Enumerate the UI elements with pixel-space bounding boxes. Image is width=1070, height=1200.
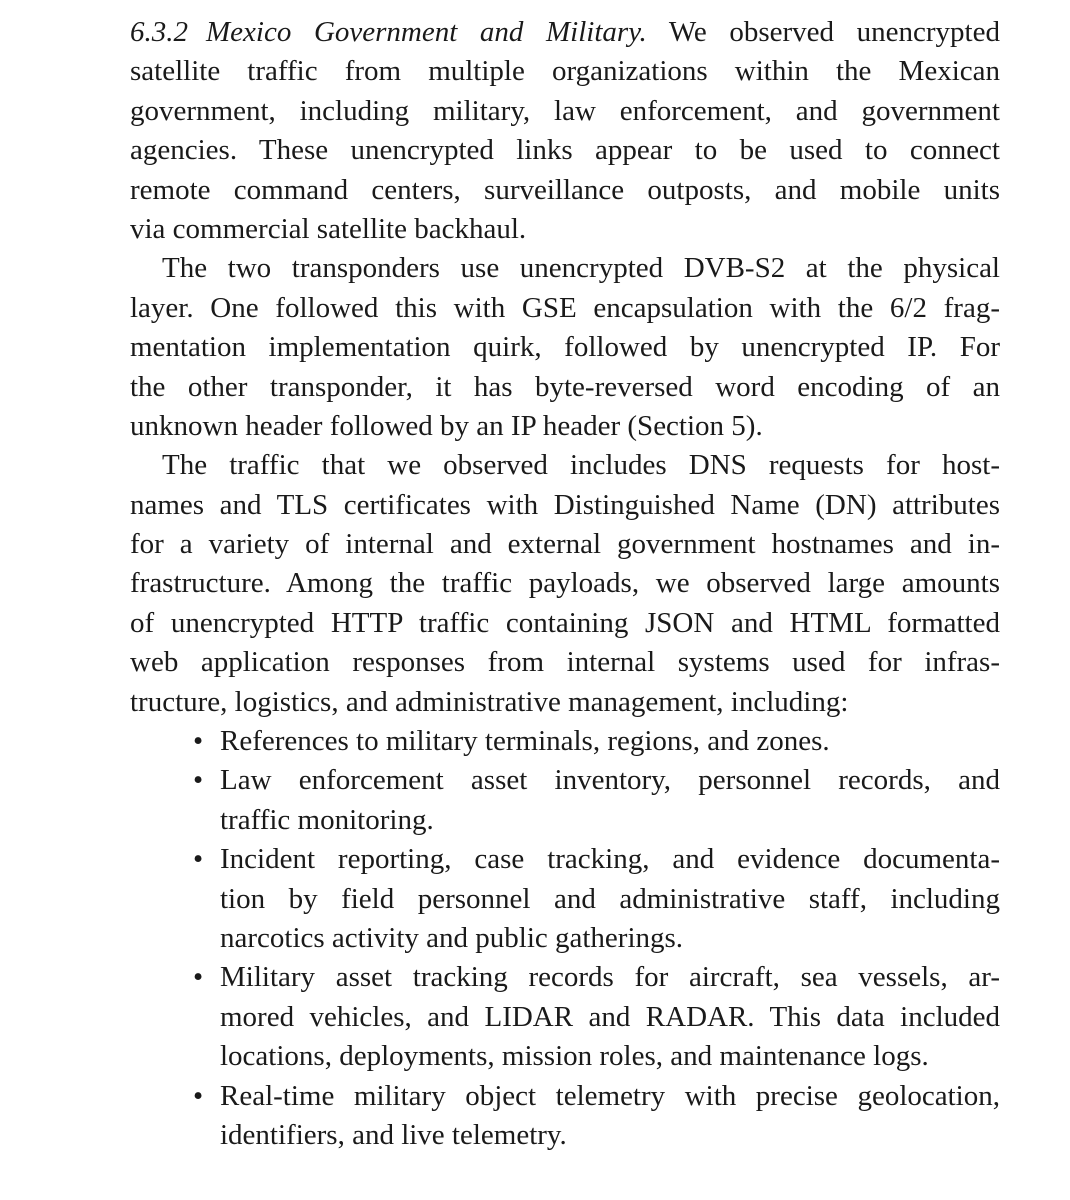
list-item-text: narcotics activity and public gatherings. [220, 921, 684, 954]
paragraph-line: unknown header followed by an IP header (Section 5). [130, 409, 763, 442]
list-item-line [130, 880, 1000, 919]
paragraph-line: remote command centers, surveillance outposts, and mobile units [130, 173, 1000, 206]
list-item-text: Law enforcement asset inventory, personnel records, and [220, 764, 1000, 797]
paragraph-line: mentation implementation quirk, followed by unencrypted IP. For [130, 331, 1000, 364]
list-item-text: References to military terminals, regions, and zones. [220, 725, 830, 758]
paragraph-line: layer. One followed this with GSE encapsulation with the 6/2 frag- [130, 291, 1000, 324]
list-item-text: tion by field personnel and administrative staff, including [220, 882, 1000, 915]
section-heading-line [130, 13, 1000, 52]
list-item [130, 1077, 1000, 1156]
paragraph-line: tructure, logistics, and administrative management, including: [130, 685, 849, 718]
paragraph-line: satellite traffic from multiple organizations within the Mexican [130, 55, 1000, 88]
list-item-line [130, 958, 1000, 997]
paragraph-line: government, including military, law enforcement, and government [130, 94, 1000, 127]
bullet-list [130, 722, 1000, 1155]
paragraph-line: via commercial satellite backhaul. [130, 212, 527, 245]
list-item [130, 958, 1000, 1076]
paragraph-line: the other transponder, it has byte-reversed word encoding of an [130, 370, 1000, 403]
list-item [130, 761, 1000, 840]
paragraph-line: agencies. These unencrypted links appear to be used to connect [130, 134, 1000, 167]
section-title: Mexico Government and Military. [206, 16, 647, 48]
list-item-text: locations, deployments, mission roles, and maintenance logs. [220, 1040, 929, 1073]
list-item-line [130, 1037, 1000, 1076]
list-item-line [130, 840, 1000, 879]
paper-section [130, 13, 1000, 1155]
paragraph-line: names and TLS certificates with Distinguished Name (DN) attributes [130, 488, 1000, 521]
list-item-line [130, 722, 1000, 761]
body-text: We observed unencrypted [668, 16, 1000, 48]
list-item-text: traffic monitoring. [220, 803, 434, 836]
list-item-text: Incident reporting, case tracking, and evidence documenta- [220, 843, 1000, 876]
bullet-icon: • [193, 1079, 204, 1112]
paragraph-line: for a variety of internal and external government hostnames and in- [130, 528, 1000, 561]
bullet-icon: • [193, 843, 204, 876]
list-item-line [130, 919, 1000, 958]
list-item-line [130, 998, 1000, 1037]
bullet-icon: • [193, 764, 204, 797]
list-item-line [130, 1077, 1000, 1116]
list-item-text: mored vehicles, and LIDAR and RADAR. This data included [220, 1000, 1000, 1033]
paragraph-line: frastructure. Among the traffic payloads, we observed large amounts [130, 567, 1000, 600]
list-item-line [130, 761, 1000, 800]
section-number: 6.3.2 [130, 16, 188, 48]
bullet-icon: • [193, 961, 204, 994]
paragraph-line: The traffic that we observed includes DNS requests for host- [162, 449, 1000, 482]
paragraph-line: The two transponders use unencrypted DVB-S2 at the physical [162, 252, 1000, 285]
list-item [130, 840, 1000, 958]
list-item [130, 722, 1000, 761]
list-item-text: Real-time military object telemetry with precise geolocation, [220, 1079, 1000, 1112]
list-item-line [130, 801, 1000, 840]
list-item-text: Military asset tracking records for aircraft, sea vessels, ar- [220, 961, 1000, 994]
list-item-line [130, 1116, 1000, 1155]
paragraph-line: web application responses from internal systems used for infras- [130, 646, 1000, 679]
list-item-text: identifiers, and live telemetry. [220, 1118, 567, 1151]
bullet-icon: • [193, 725, 204, 758]
paragraph-line: of unencrypted HTTP traffic containing JSON and HTML formatted [130, 606, 1000, 639]
